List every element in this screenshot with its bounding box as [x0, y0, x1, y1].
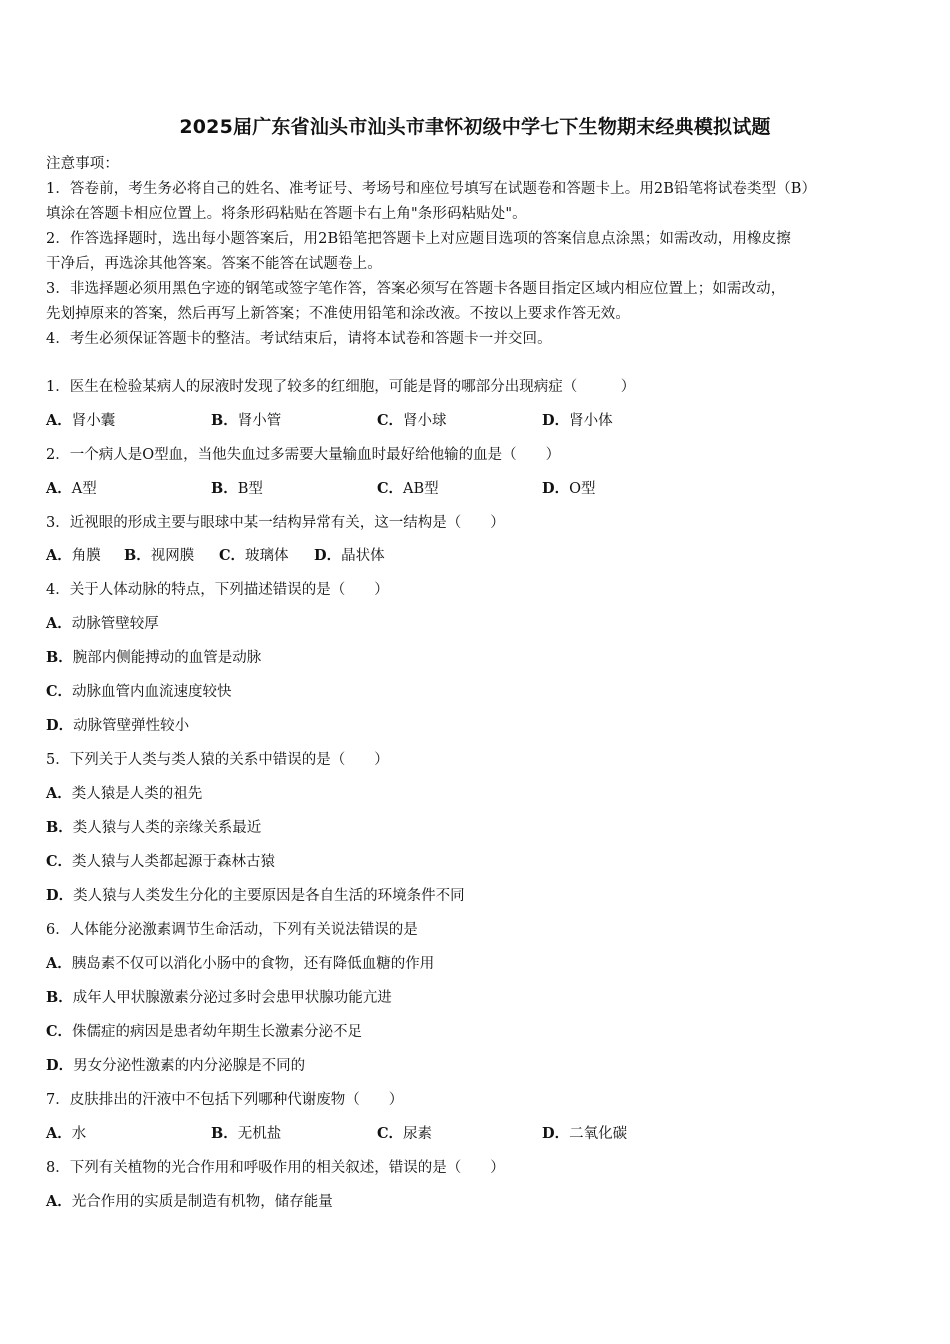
option-label: B．: [211, 412, 238, 429]
option-label: A．: [46, 1193, 72, 1210]
option-c: [377, 409, 447, 430]
option-text: 男女分泌性激素的内分泌腺是不同的: [73, 1058, 306, 1074]
option-label: A．: [46, 785, 72, 802]
option-a: [46, 477, 97, 498]
option-label: C．: [219, 547, 246, 564]
option-d: [542, 1122, 627, 1143]
notice-line: 干净后，再选涂其他答案。答案不能答在试题卷上。: [46, 256, 382, 272]
option-label: C．: [377, 412, 404, 429]
notice-line: 填涂在答题卡相应位置上。将条形码粘贴在答题卡右上角"条形码粘贴处"。: [46, 206, 527, 222]
option-text: 视网膜: [150, 548, 195, 564]
option-a: [46, 1122, 86, 1143]
option-d: [542, 477, 595, 498]
option-label: B．: [46, 649, 73, 666]
question-1-stem: 1．医生在检验某病人的尿液时发现了较多的红细胞，可能是肾的哪部分出现病症（ ）: [46, 379, 636, 395]
option-text: 肾小管: [237, 413, 282, 429]
option-text: 晶状体: [341, 548, 385, 564]
option-label: D．: [46, 887, 74, 904]
option-label: D．: [542, 412, 570, 429]
option-label: A．: [46, 480, 72, 497]
option-d: [314, 544, 385, 565]
option-label: B．: [124, 547, 151, 564]
option-text: 类人猿与人类的亲缘关系最近: [72, 820, 262, 836]
option-text: B型: [237, 481, 263, 497]
option-text: A型: [71, 481, 97, 497]
option-text: 肾小体: [569, 413, 613, 429]
option-b: [211, 1122, 281, 1143]
option-label: B．: [211, 1125, 238, 1142]
option-text: 动脉管壁弹性较小: [73, 718, 190, 734]
option-text: 侏儒症的病因是患者幼年期生长激素分泌不足: [72, 1024, 363, 1040]
option-text: O型: [569, 481, 596, 497]
option-c: [46, 1020, 362, 1041]
page-title: 2025届广东省汕头市汕头市聿怀初级中学七下生物期末经典模拟试题: [179, 116, 771, 138]
option-text: 类人猿是人类的祖先: [71, 786, 203, 802]
option-b: [124, 544, 194, 565]
notice-line: 4．考生必须保证答题卡的整洁。考试结束后，请将本试卷和答题卡一并交回。: [46, 331, 552, 347]
option-a: [46, 544, 101, 565]
option-text: 光合作用的实质是制造有机物，储存能量: [71, 1194, 333, 1210]
option-label: B．: [46, 819, 73, 836]
option-d: [46, 884, 465, 905]
option-d: [46, 714, 189, 735]
option-label: A．: [46, 1125, 72, 1142]
option-a: [46, 612, 159, 633]
option-text: 角膜: [71, 548, 101, 564]
option-label: B．: [46, 989, 73, 1006]
option-label: A．: [46, 547, 72, 564]
option-label: D．: [314, 547, 342, 564]
option-text: 类人猿与人类发生分化的主要原因是各自生活的环境条件不同: [73, 888, 465, 904]
option-text: 水: [71, 1126, 87, 1142]
option-text: 无机盐: [237, 1126, 282, 1142]
option-text: 动脉管壁较厚: [71, 616, 159, 632]
question-2-stem: 2．一个病人是O型血，当他失血过多需要大量输血时最好给他输的血是（ ）: [46, 447, 561, 463]
option-a: [46, 409, 115, 430]
option-label: C．: [377, 1125, 404, 1142]
option-c: [46, 680, 232, 701]
option-b: [46, 646, 261, 667]
option-label: D．: [46, 1057, 74, 1074]
question-4-stem: 4．关于人体动脉的特点，下列描述错误的是（ ）: [46, 582, 389, 598]
option-label: C．: [46, 853, 73, 870]
option-text: AB型: [403, 481, 439, 497]
option-a: [46, 1190, 333, 1211]
option-d: [46, 1054, 305, 1075]
option-text: 二氧化碳: [569, 1126, 628, 1142]
option-text: 类人猿与人类都起源于森林古猿: [72, 854, 276, 870]
option-text: 腕部内侧能搏动的血管是动脉: [72, 650, 262, 666]
option-b: [46, 816, 261, 837]
option-label: D．: [542, 1125, 570, 1142]
question-8-stem: 8．下列有关植物的光合作用和呼吸作用的相关叙述，错误的是（ ）: [46, 1160, 505, 1176]
option-a: [46, 952, 434, 973]
option-text: 胰岛素不仅可以消化小肠中的食物，还有降低血糖的作用: [71, 956, 435, 972]
option-label: C．: [46, 683, 73, 700]
option-label: A．: [46, 955, 72, 972]
question-3-stem: 3．近视眼的形成主要与眼球中某一结构异常有关，这一结构是（ ）: [46, 515, 505, 531]
option-label: C．: [377, 480, 404, 497]
option-c: [46, 850, 275, 871]
option-c: [377, 477, 439, 498]
option-text: 肾小球: [403, 413, 447, 429]
option-text: 动脉血管内血流速度较快: [72, 684, 232, 700]
option-label: D．: [542, 480, 570, 497]
question-5-stem: 5．下列关于人类与类人猿的关系中错误的是（ ）: [46, 752, 389, 768]
notice-line: 3．非选择题必须用黑色字迹的钢笔或签字笔作答，答案必须写在答题卡各题目指定区域内相应位置上；如需改动，: [46, 281, 786, 297]
option-b: [211, 409, 281, 430]
option-text: 肾小囊: [71, 413, 116, 429]
option-text: 玻璃体: [245, 548, 289, 564]
notice-line: 1．答卷前，考生务必将自己的姓名、准考证号、考场号和座位号填写在试题卷和答题卡上。用2B铅笔将试卷类型（B）: [46, 181, 817, 197]
notice-heading: 注意事项：: [46, 156, 119, 172]
option-label: A．: [46, 412, 72, 429]
option-label: A．: [46, 615, 72, 632]
notice-line: 先划掉原来的答案，然后再写上新答案；不准使用铅笔和涂改液。不按以上要求作答无效。: [46, 306, 630, 322]
option-c: [377, 1122, 432, 1143]
option-label: C．: [46, 1023, 73, 1040]
option-c: [219, 544, 289, 565]
option-text: 尿素: [403, 1126, 433, 1142]
option-label: B．: [211, 480, 238, 497]
option-b: [211, 477, 263, 498]
question-7-stem: 7．皮肤排出的汗液中不包括下列哪种代谢废物（ ）: [46, 1092, 404, 1108]
option-b: [46, 986, 392, 1007]
notice-line: 2．作答选择题时，选出每小题答案后，用2B铅笔把答题卡上对应题目选项的答案信息点涂黑；如需改动，用橡皮擦: [46, 231, 791, 247]
option-label: D．: [46, 717, 74, 734]
option-d: [542, 409, 613, 430]
option-a: [46, 782, 202, 803]
option-text: 成年人甲状腺激素分泌过多时会患甲状腺功能亢进: [72, 990, 392, 1006]
question-6-stem: 6．人体能分泌激素调节生命活动，下列有关说法错误的是: [46, 922, 418, 938]
